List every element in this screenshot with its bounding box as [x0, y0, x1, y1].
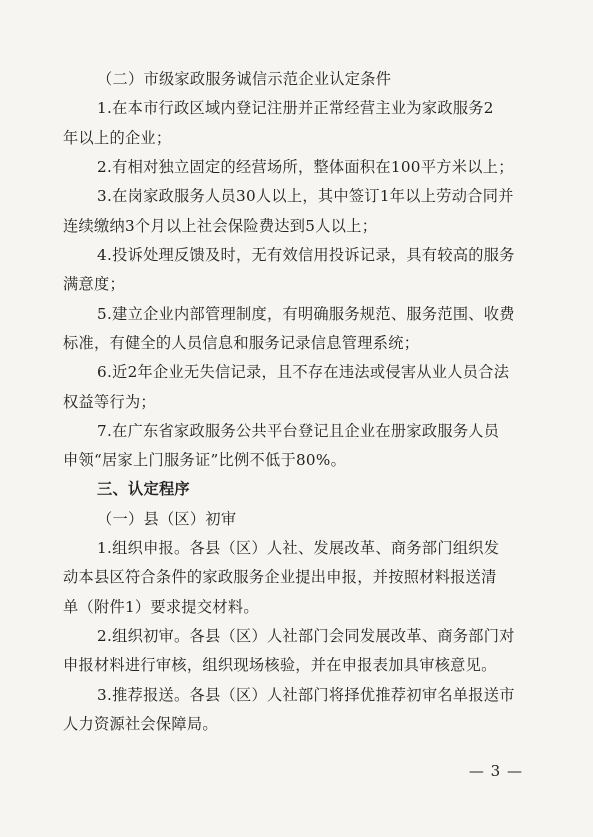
subsection-heading: （一）县（区）初审	[97, 510, 237, 528]
section-heading: 三、认定程序	[97, 480, 190, 498]
paragraph-line: 人力资源社会保障局。	[63, 715, 218, 733]
page-number: — 3 —	[468, 762, 523, 780]
paragraph-line: 1.在本市行政区域内登记注册并正常经营主业为家政服务2	[97, 99, 494, 117]
paragraph-line: 2.组织初审。各县（区）人社部门会同发展改革、商务部门对	[97, 627, 515, 645]
paragraph-line: 2.有相对独立固定的经营场所，整体面积在100平方米以上；	[97, 158, 514, 176]
paragraph-line: 动本县区符合条件的家政服务企业提出申报，并按照材料报送清	[63, 568, 497, 586]
paragraph-line: 年以上的企业；	[63, 129, 172, 147]
paragraph-line: 申领“居家上门服务证”比例不低于80%。	[63, 451, 347, 469]
paragraph-line: 连续缴纳3个月以上社会保险费达到5人以上；	[63, 217, 378, 235]
paragraph-line: 4.投诉处理反馈及时，无有效信用投诉记录，具有较高的服务	[97, 246, 515, 264]
paragraph-line: 6.近2年企业无失信记录，且不存在违法或侵害从业人员合法	[97, 363, 510, 381]
paragraph-line: 3.推荐报送。各县（区）人社部门将择优推荐初审名单报送市	[97, 686, 515, 704]
paragraph-line: 满意度；	[63, 275, 125, 293]
paragraph-line: 1.组织申报。各县（区）人社、发展改革、商务部门组织发	[97, 539, 500, 557]
paragraph-line: 标准，有健全的人员信息和服务记录信息管理系统；	[63, 334, 420, 352]
paragraph-line: 权益等行为；	[63, 393, 156, 411]
paragraph-line: 7.在广东省家政服务公共平台登记且企业在册家政服务人员	[97, 422, 500, 440]
subsection-heading: （二）市级家政服务诚信示范企业认定条件	[97, 70, 392, 88]
paragraph-line: 单（附件1）要求提交材料。	[63, 598, 259, 616]
paragraph-line: 5.建立企业内部管理制度，有明确服务规范、服务范围、收费	[97, 305, 515, 323]
paragraph-line: 申报材料进行审核，组织现场核验，并在申报表加具审核意见。	[63, 656, 497, 674]
paragraph-line: 3.在岗家政服务人员30人以上，其中签订1年以上劳动合同并	[97, 187, 514, 205]
